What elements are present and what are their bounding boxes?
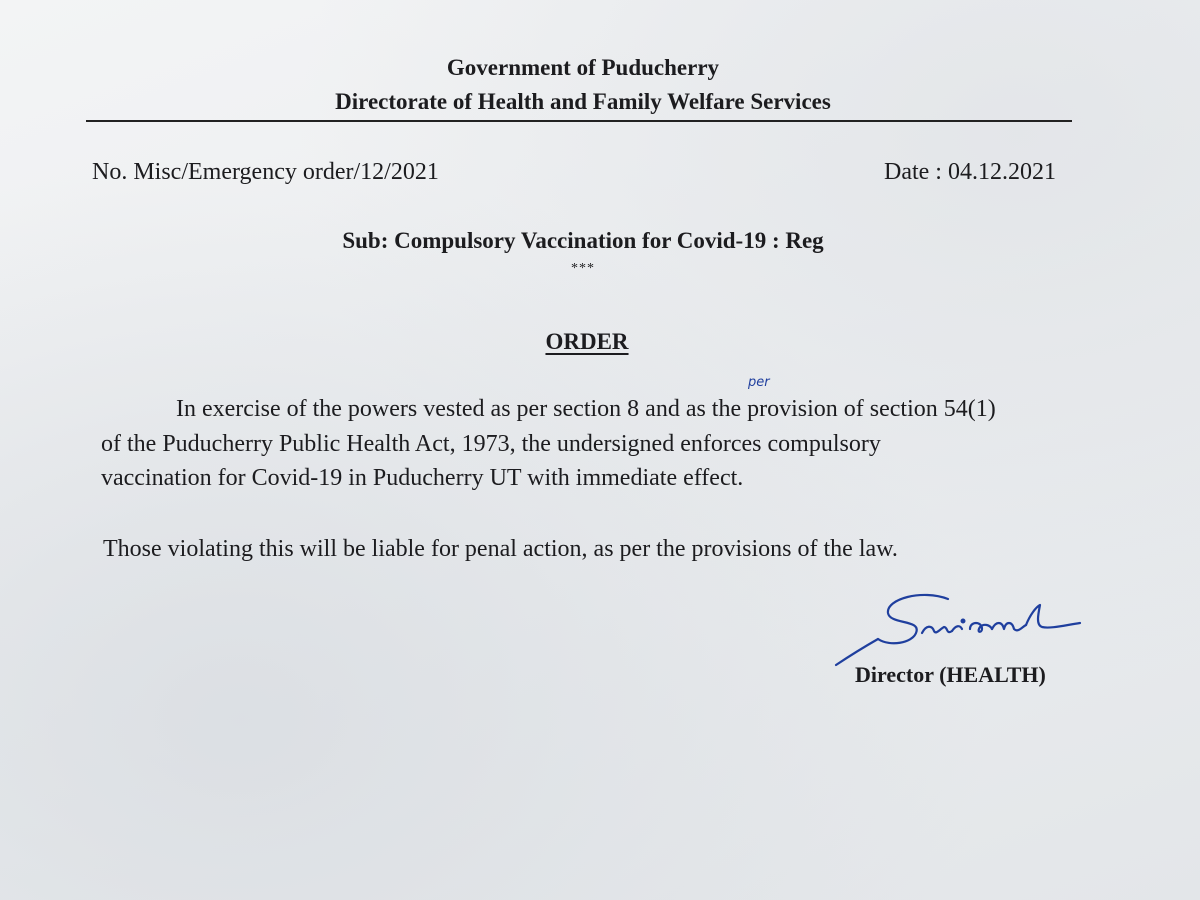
signatory-designation: Director (HEALTH) [855, 662, 1046, 687]
header-government: Government of Puducherry [446, 55, 720, 80]
subject-separator: *** [571, 261, 595, 276]
paragraph-line: In exercise of the powers vested as per section 8 and as the provision of section 54(1) [176, 396, 996, 422]
paragraph-line: vaccination for Covid-19 in Puducherry UT with immediate effect. [101, 465, 744, 491]
penalty-paragraph: Those violating this will be liable for penal action, as per the provisions of the law. [103, 536, 898, 562]
order-number: No. Misc/Emergency order/12/2021 [92, 159, 439, 185]
subject-line: Sub: Compulsory Vaccination for Covid-19 : Reg [342, 228, 824, 253]
paragraph-line: of the Puducherry Public Health Act, 1973, the undersigned enforces compulsory [101, 431, 881, 457]
header-directorate: Directorate of Health and Family Welfare Services [335, 89, 831, 114]
handwritten-insert: per [748, 375, 770, 390]
order-date: Date : 04.12.2021 [884, 159, 1056, 185]
header-divider [86, 120, 1072, 122]
order-title: ORDER [545, 329, 629, 354]
